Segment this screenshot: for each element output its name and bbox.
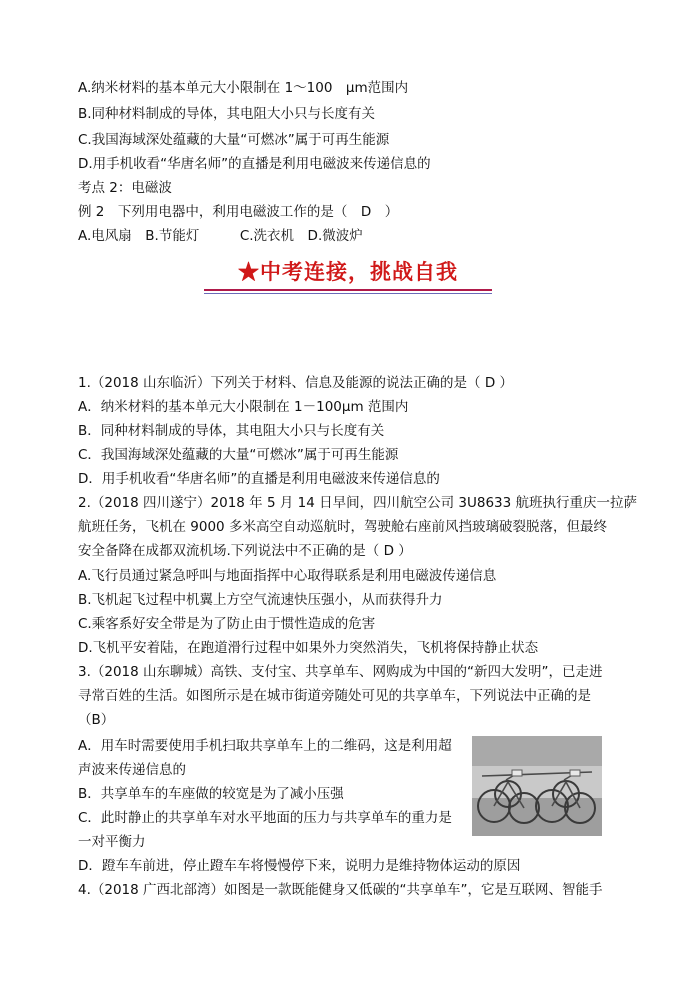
q1-option-c: C．我国海域深处蕴藏的大量“可燃冰”属于可再生能源 (78, 447, 399, 463)
q3-option-c-line-2: 一对平衡力 (78, 834, 146, 850)
q3-option-a-line-2: 声波来传递信息的 (78, 762, 186, 778)
top-option-d: D.用手机收看“华唐名师”的直播是利用电磁波来传递信息的 (78, 156, 431, 172)
q2-option-b: B.飞机起飞过程中机翼上方空气流速快压强小，从而获得升力 (78, 592, 443, 608)
q3-option-a-line-1: A．用车时需要使用手机扫取共享单车上的二维码，这是利用超 (78, 738, 452, 754)
question-3-line-2: 寻常百姓的生活。如图所示是在城市街道旁随处可见的共享单车，下列说法中正确的是 (78, 688, 591, 704)
q1-option-b: B．同种材料制成的导体，其电阻大小只与长度有关 (78, 423, 385, 439)
question-3-line-1: 3.（2018 山东聊城）高铁、支付宝、共享单车、网购成为中国的“新四大发明”，已走进 (78, 664, 603, 680)
example-options: A.电风扇 B.节能灯 C.洗衣机 D.微波炉 (78, 228, 363, 244)
q3-option-c-line-1: C．此时静止的共享单车对水平地面的压力与共享单车的重力是 (78, 810, 452, 826)
question-2-line-3: 安全备降在成都双流机场.下列说法中不正确的是（ D ） (78, 543, 412, 559)
shared-bicycles-photo (472, 736, 602, 836)
top-option-a: A.纳米材料的基本单元大小限制在 1～100 μm范围内 (78, 80, 409, 96)
banner-rule-red (204, 289, 492, 291)
bicycles-illustration (472, 736, 602, 836)
question-4-line-1: 4.（2018 广西北部湾）如图是一款既能健身又低碳的“共享单车”，它是互联网、智能手 (78, 882, 603, 898)
example-question: 例 2 下列用电器中，利用电磁波工作的是（ D ） (78, 204, 399, 220)
q1-option-d: D．用手机收看“华唐名师”的直播是利用电磁波来传递信息的 (78, 471, 440, 487)
q2-option-d: D.飞机平安着陆，在跑道滑行过程中如果外力突然消失，飞机将保持静止状态 (78, 640, 539, 656)
q3-option-d: D．蹬车车前进，停止蹬车车将慢慢停下来，说明力是维持物体运动的原因 (78, 858, 521, 874)
top-option-c: C.我国海域深处蕴藏的大量“可燃冰”属于可再生能源 (78, 132, 390, 148)
q1-option-a: A．纳米材料的基本单元大小限制在 1－100μm 范围内 (78, 399, 409, 415)
question-2-line-2: 航班任务，飞机在 9000 多米高空自动巡航时，驾驶舱右座前风挡玻璃破裂脱落，但最终 (78, 519, 607, 535)
section-banner (200, 256, 496, 298)
top-option-b: B.同种材料制成的导体，其电阻大小只与长度有关 (78, 106, 376, 122)
question-1: 1.（2018 山东临沂）下列关于材料、信息及能源的说法正确的是（ D ） (78, 375, 514, 391)
q2-option-c: C.乘客系好安全带是为了防止由于惯性造成的危害 (78, 616, 376, 632)
question-3-answer: （B） (78, 712, 115, 728)
q3-option-b: B．共享单车的车座做的较宽是为了减小压强 (78, 786, 344, 802)
section-heading: 考点 2：电磁波 (78, 180, 172, 196)
banner-title: ★中考连接，挑战自我 (238, 259, 458, 284)
q2-option-a: A.飞行员通过紧急呼叫与地面指挥中心取得联系是利用电磁波传递信息 (78, 568, 497, 584)
banner-rule-blue (204, 293, 492, 294)
question-2-line-1: 2.（2018 四川遂宁）2018 年 5 月 14 日早间，四川航空公司 3U8633 航班执行重庆一拉萨 (78, 495, 638, 511)
